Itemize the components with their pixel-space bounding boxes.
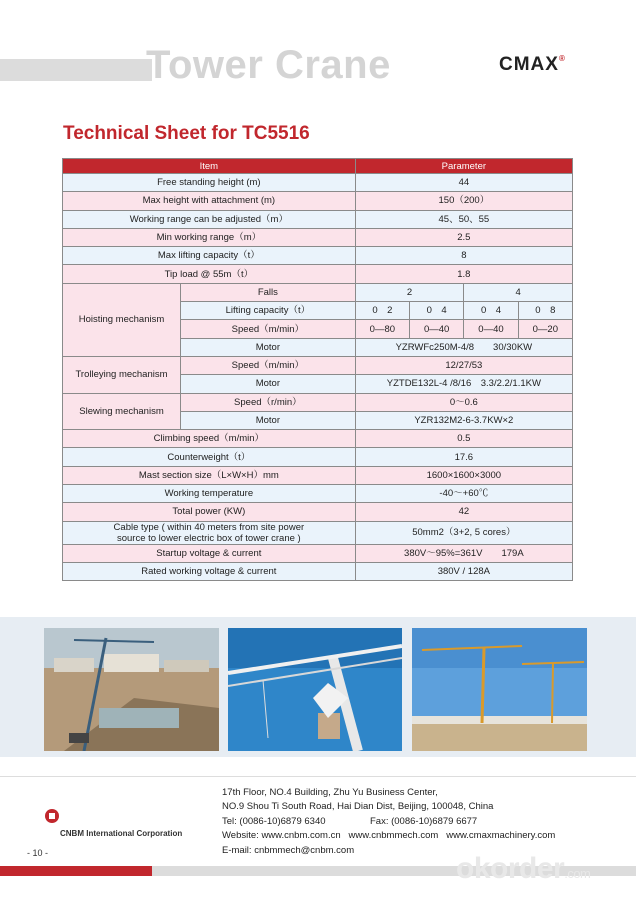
contact-block [222,786,555,858]
cable-item-line: Cable type ( within 40 meters from site power [113,521,305,533]
table-row [63,192,573,210]
slewing-speed-row [63,393,573,411]
slewing-label: Slewing mechanism [63,393,181,430]
cable-item [63,521,356,544]
speed-value: 0—40 [464,320,518,338]
row-value: 8 [355,247,572,265]
header-item: Item [63,159,356,174]
technical-spec-table [62,158,573,581]
table-row [63,448,573,466]
trolleying-speed-row [63,356,573,374]
row-item: Counterweight（t） [63,448,356,466]
row-item: Total power (KW) [63,503,356,521]
capacity-label: Lifting capacity（t） [181,302,356,320]
trolleying-label: Trolleying mechanism [63,356,181,393]
capacity-value: 0 4 [410,302,464,320]
table-row [63,544,573,562]
row-value: -40～+60℃ [355,485,572,503]
row-item: Working range can be adjusted（m） [63,210,356,228]
table-row [63,485,573,503]
capacity-value: 0 8 [518,302,572,320]
row-item: Mast section size（L×W×H）mm [63,466,356,484]
row-value: 380V / 128A [355,562,572,580]
falls-value: 4 [464,283,573,301]
speed-value: 12/27/53 [355,356,572,374]
registered-mark: ® [558,54,566,63]
capacity-value: 0 4 [464,302,518,320]
speed-label: Speed（m/min） [181,320,356,338]
tower-crane-closeup-photo [228,628,402,751]
fax: Fax: (0086-10)6879 6677 [370,815,478,827]
company-name: CNBM International Corporation [60,829,183,838]
table-row [63,265,573,283]
hoisting-falls-row [63,283,573,301]
table-row [63,466,573,484]
falls-value: 2 [355,283,464,301]
page-number: - 10 - [27,848,49,858]
cable-value: 50mm2（3+2, 5 cores） [355,521,572,544]
row-value: 2.5 [355,228,572,246]
okorder-watermark [456,852,590,886]
row-item: Max height with attachment (m) [63,192,356,210]
motor-label: Motor [181,338,356,356]
row-item: Free standing height (m) [63,174,356,192]
tel: Tel: (0086-10)6879 6340 [222,815,326,827]
cmax-logo [499,54,566,76]
row-item: Rated working voltage & current [63,562,356,580]
motor-value: YZR132M2-6-3.7KW×2 [355,411,572,429]
logo-text: CMAX [499,54,559,75]
motor-label: Motor [181,411,356,429]
motor-value: YZRWFc250M-4/8 30/30KW [355,338,572,356]
speed-value: 0—80 [355,320,409,338]
email[interactable]: E-mail: cnbmmech@cnbm.com [222,844,355,856]
row-item: Working temperature [63,485,356,503]
table-row [63,210,573,228]
speed-value: 0—20 [518,320,572,338]
table-row [63,228,573,246]
table-row [63,562,573,580]
website-row [222,829,555,843]
row-item: Startup voltage & current [63,544,356,562]
hoisting-label: Hoisting mechanism [63,283,181,356]
row-value: 44 [355,174,572,192]
website-link[interactable]: www.cnbm.com.cn [261,830,341,842]
phone-row [222,815,555,829]
construction-site-photo [44,628,219,751]
speed-value: 0—40 [410,320,464,338]
row-value: 1.8 [355,265,572,283]
watermark-suffix: .com [564,866,591,881]
table-row [63,174,573,192]
website-link[interactable]: www.cnbmmech.com [348,830,439,842]
cable-item-line: source to lower electric box of tower crane ) [116,532,301,544]
footer-divider [0,776,636,777]
header-gray-bar [0,59,152,81]
watermark-main: okorder [456,852,565,885]
row-value: 150（200） [355,192,572,210]
footer-red-bar [0,866,152,876]
row-value: 17.6 [355,448,572,466]
cnbm-logo-icon [44,808,60,824]
tower-cranes-skyline-photo [412,628,587,751]
capacity-value: 0 2 [355,302,409,320]
row-item: Climbing speed（m/min） [63,430,356,448]
sheet-title: Technical Sheet for TC5516 [63,123,310,144]
address-line: NO.9 Shou Ti South Road, Hai Dian Dist, Beijing, 100048, China [222,801,494,813]
speed-label: Speed（m/min） [181,356,356,374]
falls-label: Falls [181,283,356,301]
table-row [63,503,573,521]
website-label: Website: [222,830,259,842]
row-item: Min working range（m） [63,228,356,246]
table-header-row [63,159,573,174]
row-value: 45、50、55 [355,210,572,228]
motor-label: Motor [181,375,356,393]
row-value: 0.5 [355,430,572,448]
row-value: 42 [355,503,572,521]
page-title: Tower Crane [146,43,391,87]
address-line: 17th Floor, NO.4 Building, Zhu Yu Business Center, [222,787,438,798]
row-value: 380V～95%=361V 179A [355,544,572,562]
speed-value: 0～0.6 [355,393,572,411]
speed-label: Speed（r/min） [181,393,356,411]
table-row [63,430,573,448]
row-value: 1600×1600×3000 [355,466,572,484]
page-header [0,40,636,90]
header-parameter: Parameter [355,159,572,174]
cable-row [63,521,573,544]
row-item: Max lifting capacity（t） [63,247,356,265]
row-item: Tip load @ 55m（t） [63,265,356,283]
motor-value: YZTDE132L-4 /8/16 3.3/2.2/1.1KW [355,375,572,393]
website-link[interactable]: www.cmaxmachinery.com [446,830,556,842]
table-row [63,247,573,265]
